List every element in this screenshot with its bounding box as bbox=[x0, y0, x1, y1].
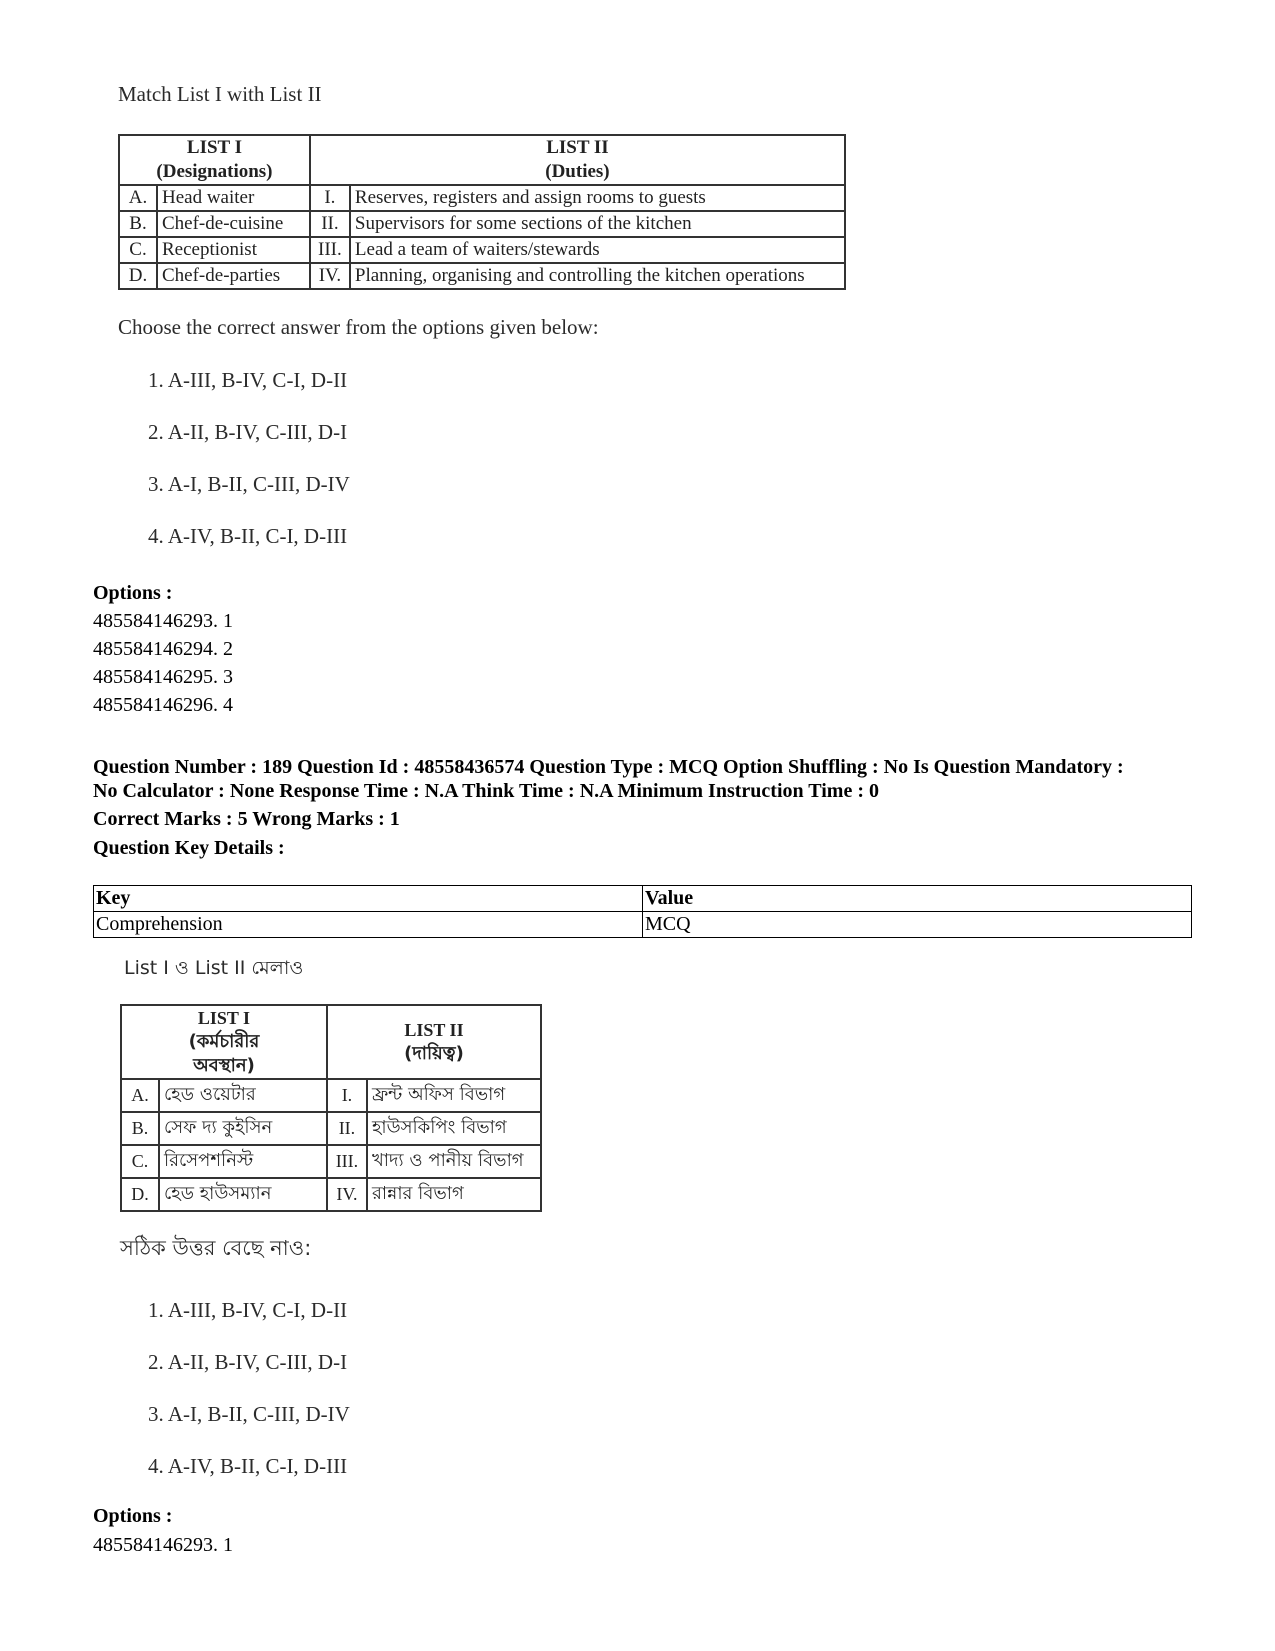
q2-list1-sub2: অবস্থান) bbox=[193, 1055, 255, 1076]
value-cell: MCQ bbox=[643, 912, 1192, 938]
q1-option-2: 485584146294. 2 bbox=[93, 638, 233, 660]
row-letter: D. bbox=[121, 1178, 159, 1211]
table-row bbox=[119, 185, 845, 211]
q2-choose-text: সঠিক উত্তর বেছে নাও: bbox=[120, 1236, 312, 1260]
q1-instruction: Match List I with List II bbox=[118, 82, 322, 106]
table-row bbox=[94, 912, 1192, 938]
q1-option-3: 485584146295. 3 bbox=[93, 666, 233, 688]
row-numeral: IV. bbox=[310, 263, 350, 289]
q1-option-1: 485584146293. 1 bbox=[93, 610, 233, 632]
q1-choice-3: 3. A-I, B-II, C-III, D-IV bbox=[148, 472, 350, 496]
q2-list1-header-cell bbox=[121, 1005, 327, 1079]
row-numeral: IV. bbox=[327, 1178, 367, 1211]
q2-choice-2: 2. A-II, B-IV, C-III, D-I bbox=[148, 1350, 348, 1374]
q2-list1-sub1: (কর্মচারীর bbox=[188, 1031, 260, 1052]
designation-cell: Chef-de-cuisine bbox=[157, 211, 310, 237]
table-row bbox=[119, 237, 845, 263]
row-letter: B. bbox=[119, 211, 157, 237]
q2-marks: Correct Marks : 5 Wrong Marks : 1 bbox=[93, 808, 400, 830]
table-row bbox=[119, 211, 845, 237]
designation-cell: Head waiter bbox=[157, 185, 310, 211]
key-cell: Comprehension bbox=[94, 912, 643, 938]
value-header: Value bbox=[643, 886, 1192, 912]
q2-choice-1: 1. A-III, B-IV, C-I, D-II bbox=[148, 1298, 348, 1322]
q2-options-label: Options : bbox=[93, 1505, 173, 1527]
q1-list2-header-cell bbox=[310, 135, 845, 185]
key-header: Key bbox=[94, 886, 643, 912]
q2-meta-line2: No Calculator : None Response Time : N.A Think Time : N.A Minimum Instruction Time : 0 bbox=[93, 780, 879, 802]
duty-cell: হাউসকিপিং বিভাগ bbox=[367, 1112, 541, 1145]
row-numeral: III. bbox=[327, 1145, 367, 1178]
q2-list1-header: LIST I bbox=[197, 1008, 251, 1028]
table-row bbox=[121, 1079, 541, 1112]
row-letter: C. bbox=[121, 1145, 159, 1178]
designation-cell: Receptionist bbox=[157, 237, 310, 263]
row-letter: C. bbox=[119, 237, 157, 263]
q2-list2-sub: (দায়িত্ব) bbox=[404, 1043, 464, 1064]
row-numeral: I. bbox=[310, 185, 350, 211]
q1-list2-sub: (Duties) bbox=[545, 161, 610, 182]
table-row bbox=[121, 1178, 541, 1211]
q1-list2-header: LIST II bbox=[546, 137, 609, 158]
q1-option-4: 485584146296. 4 bbox=[93, 694, 233, 716]
row-letter: A. bbox=[121, 1079, 159, 1112]
q2-option-1: 485584146293. 1 bbox=[93, 1534, 233, 1556]
duty-cell: ফ্রন্ট অফিস বিভাগ bbox=[367, 1079, 541, 1112]
q2-list2-header: LIST II bbox=[404, 1020, 464, 1040]
duty-cell: Supervisors for some sections of the kitchen bbox=[350, 211, 845, 237]
row-numeral: II. bbox=[327, 1112, 367, 1145]
q1-choice-2: 2. A-II, B-IV, C-III, D-I bbox=[148, 420, 348, 444]
designation-cell: Chef-de-parties bbox=[157, 263, 310, 289]
q2-key-details-label: Question Key Details : bbox=[93, 837, 285, 859]
row-numeral: II. bbox=[310, 211, 350, 237]
designation-cell: হেড হাউসম্যান bbox=[159, 1178, 327, 1211]
table-row bbox=[121, 1112, 541, 1145]
q2-instruction: List I ও List II মেলাও bbox=[124, 957, 304, 979]
table-header-row bbox=[94, 886, 1192, 912]
row-numeral: III. bbox=[310, 237, 350, 263]
duty-cell: Lead a team of waiters/stewards bbox=[350, 237, 845, 263]
q1-choice-4: 4. A-IV, B-II, C-I, D-III bbox=[148, 524, 348, 548]
q1-match-table bbox=[118, 134, 846, 290]
q1-options-label: Options : bbox=[93, 582, 173, 604]
q2-match-table bbox=[120, 1004, 542, 1212]
q2-meta-line1: Question Number : 189 Question Id : 48558436574 Question Type : MCQ Option Shuffling : No Is Question Mandatory : bbox=[93, 756, 1124, 778]
designation-cell: রিসেপশনিস্ট bbox=[159, 1145, 327, 1178]
duty-cell: Reserves, registers and assign rooms to guests bbox=[350, 185, 845, 211]
row-letter: A. bbox=[119, 185, 157, 211]
designation-cell: সেফ দ্য কুইসিন bbox=[159, 1112, 327, 1145]
question-key-table bbox=[93, 885, 1192, 938]
table-row bbox=[119, 263, 845, 289]
q1-list1-header: LIST I bbox=[186, 137, 242, 158]
duty-cell: রান্নার বিভাগ bbox=[367, 1178, 541, 1211]
row-numeral: I. bbox=[327, 1079, 367, 1112]
duty-cell: খাদ্য ও পানীয় বিভাগ bbox=[367, 1145, 541, 1178]
q1-choice-1: 1. A-III, B-IV, C-I, D-II bbox=[148, 368, 348, 392]
duty-cell: Planning, organising and controlling the kitchen operations bbox=[350, 263, 845, 289]
q2-choice-3: 3. A-I, B-II, C-III, D-IV bbox=[148, 1402, 350, 1426]
row-letter: B. bbox=[121, 1112, 159, 1145]
row-letter: D. bbox=[119, 263, 157, 289]
q1-list1-sub: (Designations) bbox=[156, 161, 273, 182]
q1-choose-text: Choose the correct answer from the options given below: bbox=[118, 315, 599, 339]
designation-cell: হেড ওয়েটার bbox=[159, 1079, 327, 1112]
q1-list1-header-cell bbox=[119, 135, 310, 185]
q2-list2-header-cell bbox=[327, 1005, 541, 1079]
q2-choice-4: 4. A-IV, B-II, C-I, D-III bbox=[148, 1454, 348, 1478]
table-row bbox=[121, 1145, 541, 1178]
